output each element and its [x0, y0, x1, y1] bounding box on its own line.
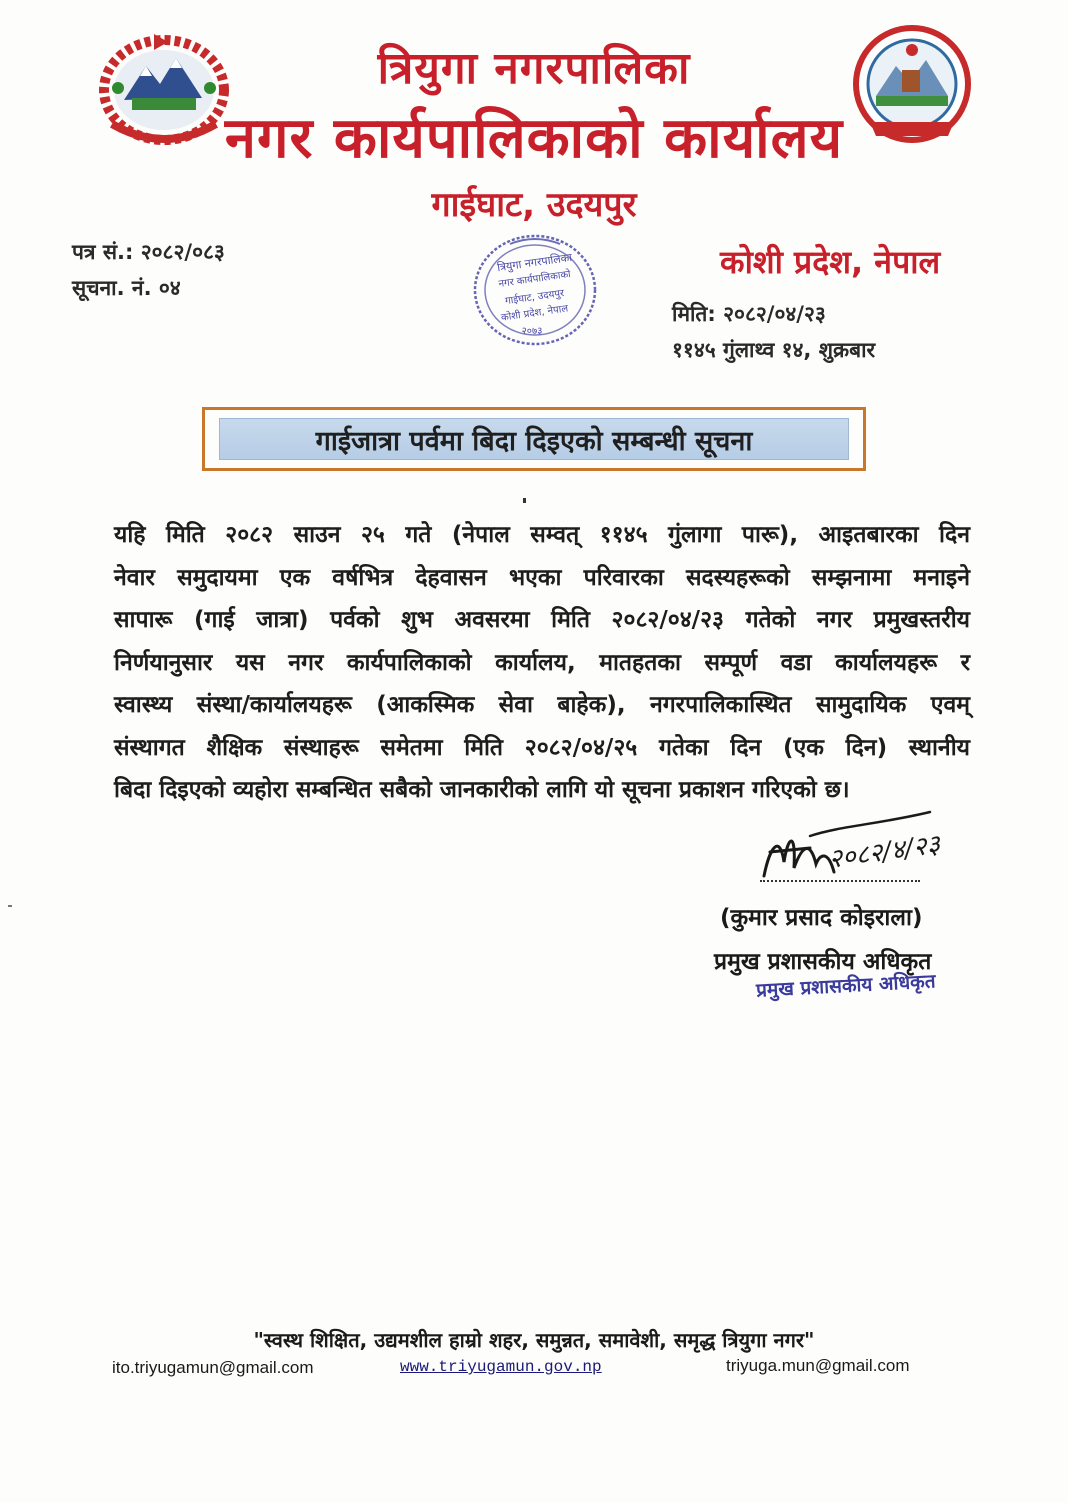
- signer-title: प्रमुख प्रशासकीय अधिकृत: [714, 949, 932, 975]
- body-line: सापारू (गाई जात्रा) पर्वको शुभ अवसरमा मिति २०८२/०४/२३ गतेको नगर प्रमुखस्तरीय: [114, 607, 970, 633]
- province-name: कोशी प्रदेश, नेपाल: [720, 243, 941, 281]
- body-line: संस्थागत शैक्षिक संस्थाहरू समेतमा मिति २०८२/०४/२५ गतेका दिन (एक दिन) स्थानीय: [114, 734, 970, 761]
- footer-email-it[interactable]: ito.triyugamun@gmail.com: [112, 1358, 314, 1377]
- body-line: बिदा दिइएको व्यहोरा सम्बन्धित सबैको जानकारीको लागि यो सूचना प्रकाशन गरिएको छ।: [114, 777, 850, 803]
- svg-text:२०७३: २०७३: [521, 326, 543, 337]
- svg-text:त्रियुगा नगरपालिका: त्रियुगा नगरपालिका: [496, 250, 573, 275]
- handwritten-signature-icon: [750, 806, 950, 896]
- svg-text:नगर कार्यपालिकाको: नगर कार्यपालिकाको: [497, 269, 572, 291]
- notice-number: सूचना. नं. ०४: [72, 276, 181, 300]
- body-line: स्वास्थ्य संस्था/कार्यालयहरू (आकस्मिक सेवा बाहेक), नगरपालिकास्थित सामुदायिक एवम्: [114, 692, 970, 718]
- body-line: नेवार समुदायमा एक वर्षभित्र देहवासन भएका परिवारका सदस्यहरूको सम्झनामा मनाइने: [114, 564, 970, 591]
- notice-body: [114, 514, 970, 812]
- footer-motto: "स्वस्थ शिक्षित, उद्यमशील हाम्रो शहर, समुन्नत, समावेशी, समृद्ध त्रियुगा नगर": [253, 1328, 815, 1352]
- svg-text:कोशी प्रदेश, नेपाल: कोशी प्रदेश, नेपाल: [500, 303, 569, 324]
- signer-name: (कुमार प्रसाद कोइराला): [720, 905, 923, 931]
- office-location: गाईघाट, उदयपुर: [431, 185, 637, 225]
- footer-email-office[interactable]: triyuga.mun@gmail.com: [726, 1356, 910, 1375]
- body-line: यहि मिति २०८२ साउन २५ गते (नेपाल सम्वत् ११४५ गुंलागा पारू), आइतबारका दिन: [114, 522, 970, 548]
- office-name: नगर कार्यपालिकाको कार्यालय: [224, 106, 844, 171]
- signature-dotted-line: [760, 880, 920, 882]
- subject-box: [202, 407, 866, 471]
- subject-title: गाईजात्रा पर्वमा बिदा दिइएको सम्बन्धी सूचना: [219, 418, 849, 460]
- footer-website-link[interactable]: www.triyugamun.gov.np: [400, 1358, 602, 1376]
- date-nepal-sambat: ११४५ गुंलाथ्व १४, शुक्रबार: [672, 338, 876, 362]
- office-stamp-icon: [470, 230, 600, 350]
- svg-text:गाईघाट, उदयपुर: गाईघाट, उदयपुर: [504, 287, 565, 308]
- date-bikram-sambat: मिति: २०८२/०४/२३: [672, 302, 826, 326]
- stray-mark: [523, 498, 526, 503]
- reference-number: पत्र सं.: २०८२/०८३: [72, 240, 225, 264]
- municipality-name: त्रियुगा नगरपालिका: [377, 43, 691, 94]
- signer-title-stamp: प्रमुख प्रशासकीय अधिकृत: [755, 970, 937, 1002]
- edge-mark: [8, 905, 12, 907]
- body-line: निर्णयानुसार यस नगर कार्यपालिकाको कार्यालय, मातहतका सम्पूर्ण वडा कार्यालयहरू र: [114, 649, 970, 676]
- svg-text:२०८२/४/२३: २०८२/४/२३: [826, 829, 943, 875]
